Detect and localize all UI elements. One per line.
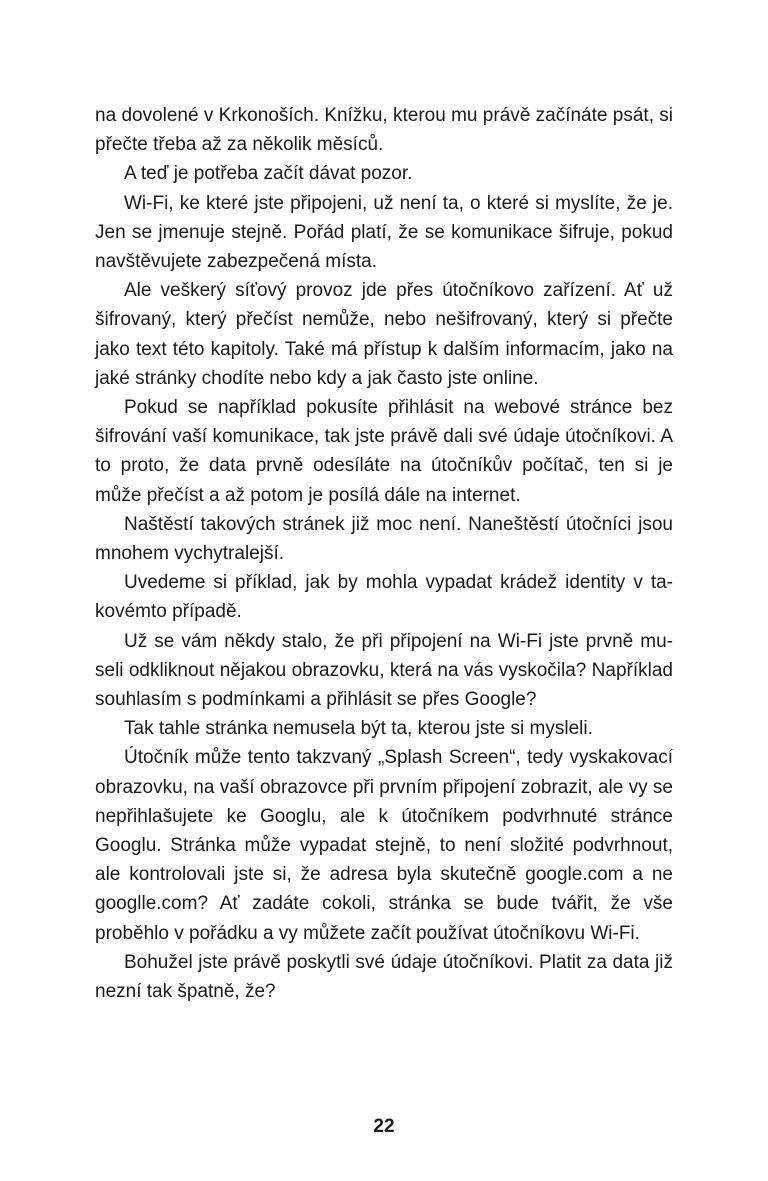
paragraph: Ale veškerý síťový provoz jde přes útočníkovo zařízení. Ať už šifrovaný, který přečíst nemůže, nebo nešifrovaný, který si přečte jako text této kapitoly. Také má přístup k dalším informacím, jako na jaké stránky chodíte nebo kdy a jak často jste online. [95,280,673,389]
paragraph-continued: na dovolené v Krkonoších. Knížku, kterou mu právě začínáte psát, si přečte třeba až za několik měsíců. [95,105,673,156]
paragraph: Bohužel jste právě poskytli své údaje útočníkovi. Platit za data již nezní tak špatně, že? [95,951,673,1003]
paragraph: Pokud se například pokusíte přihlásit na webové stránce bez šifrování vaší komunikace, tak jste právě dali své údaje útočníkovi. A to proto, že data prvně odesíláte na útočníkův počítač, ten si je může přečíst a až potom je posílá dále na internet. [95,397,673,506]
paragraph: Wi-Fi, ke které jste připojeni, už není ta, o které si myslíte, že je. Jen se jmenuje stejně. Pořád platí, že se komunikace šifruje, pokud navštěvujete zabezpečená místa. [95,192,673,273]
body-text [95,101,673,1006]
paragraph: Už se vám někdy stalo, že při připojení na Wi-Fi jste prvně museli odkliknout nějakou obrazovku, která na vás vyskočila? Například souhlasím s podmínkami a přihlásit se přes Google? [95,630,673,711]
paragraph: Tak tahle stránka nemusela být ta, kterou jste si mysleli. [124,718,593,740]
paragraph: Naštěstí takových stránek již moc není. Naneštěstí útočníci jsou mnohem vychytralejší. [95,513,673,565]
paragraph: Uvedeme si příklad, jak by mohla vypadat krádež identity v takovémto případě. [95,572,673,623]
page-number: 22 [373,1116,395,1137]
paragraph: Útočník může tento takzvaný „Splash Screen“, tedy vyskakovací obrazovku, na vaší obrazovce při prvním připojení zobrazit, ale vy se nepřihlašujete ke Googlu, ale k útočníkem podvrhnuté stránce Googlu. Stránka může vypadat stejně, to není složité podvrhnout, ale kontrolovali jste si, že adresa byla skutečně google.com a ne googlle.com? Ať zadáte cokoli, stránka se bude tvářit, že vše proběhlo v pořádku a vy můžete začít používat útočníkovu Wi-Fi. [95,747,673,944]
paragraph: A teď je potřeba začít dávat pozor. [124,163,413,185]
